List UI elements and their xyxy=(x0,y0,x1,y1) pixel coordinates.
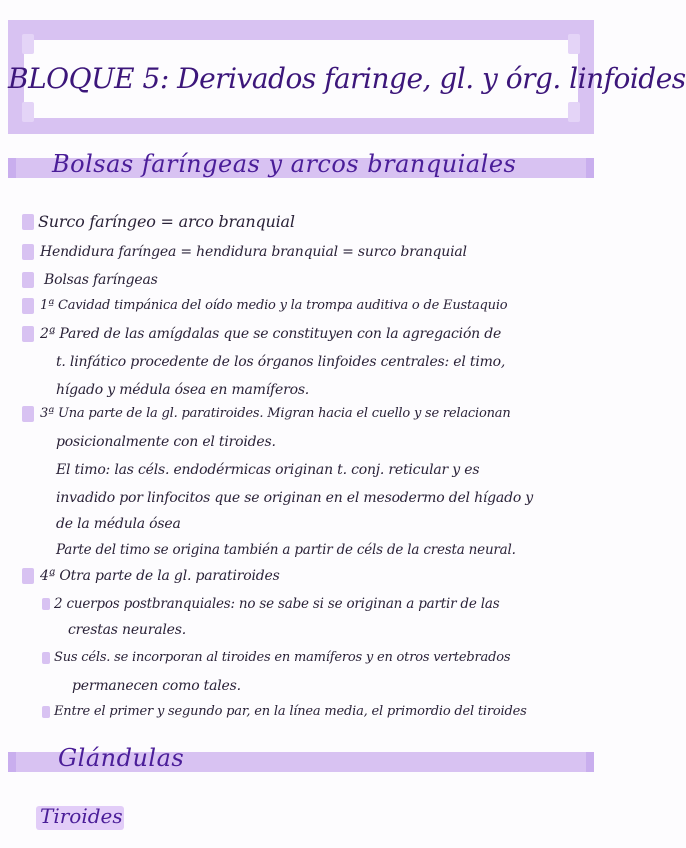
bullet-marker xyxy=(22,326,34,342)
note-line: 3ª Una parte de la gl. paratiroides. Migran hacia el cuello y se relacionan xyxy=(40,406,511,421)
note-line: Parte del timo se origina también a partir de céls de la cresta neural. xyxy=(56,542,516,558)
bullet-marker xyxy=(22,272,34,288)
page-title: BLOQUE 5: Derivados faringe, gl. y órg. linfoides xyxy=(8,62,686,95)
frame-bottom xyxy=(8,118,594,134)
note-line: 4ª Otra parte de la gl. paratiroides xyxy=(40,568,280,584)
bullet-marker xyxy=(22,214,34,230)
note-line: invadido por linfocitos que se originan en el mesodermo del hígado y xyxy=(56,490,534,506)
note-line: de la médula ósea xyxy=(56,516,181,532)
section-title-glandulas: Glándulas xyxy=(58,744,185,772)
note-line: 2 cuerpos postbranquiales: no se sabe si se originan a partir de las xyxy=(54,596,500,612)
frame-top xyxy=(8,20,594,40)
note-line: crestas neurales. xyxy=(68,622,186,638)
note-line: Entre el primer y segundo par, en la línea media, el primordio del tiroides xyxy=(54,704,527,719)
section-title-bolsas: Bolsas faríngeas y arcos branquiales xyxy=(52,150,517,178)
section-band-cap xyxy=(8,752,16,772)
frame-corner xyxy=(22,102,34,122)
bullet-marker xyxy=(22,406,34,422)
frame-corner xyxy=(22,34,34,54)
note-line: 2ª Pared de las amígdalas que se constituyen con la agregación de xyxy=(40,326,502,342)
frame-corner xyxy=(568,102,580,122)
note-line: Hendidura faríngea = hendidura branquial = surco branquial xyxy=(40,244,467,260)
note-line: hígado y médula ósea en mamíferos. xyxy=(56,382,310,398)
frame-corner xyxy=(568,34,580,54)
subheading-tiroides: Tiroides xyxy=(40,804,123,828)
sub-bullet-marker xyxy=(42,652,50,664)
note-line: t. linfático procedente de los órganos linfoides centrales: el timo, xyxy=(56,354,506,370)
section-band-cap xyxy=(586,158,594,178)
sub-bullet-marker xyxy=(42,598,50,610)
note-line: permanecen como tales. xyxy=(72,678,241,694)
note-line: posicionalmente con el tiroides. xyxy=(56,434,276,450)
bullet-marker xyxy=(22,568,34,584)
bullet-marker xyxy=(22,244,34,260)
section-band-cap xyxy=(586,752,594,772)
note-line: Sus céls. se incorporan al tiroides en mamíferos y en otros vertebrados xyxy=(54,650,511,665)
bullet-marker xyxy=(22,298,34,314)
note-line: Surco faríngeo = arco branquial xyxy=(38,212,295,231)
sub-bullet-marker xyxy=(42,706,50,718)
note-line: Bolsas faríngeas xyxy=(44,272,158,288)
title-frame xyxy=(8,20,686,134)
note-line: 1ª Cavidad timpánica del oído medio y la trompa auditiva o de Eustaquio xyxy=(40,298,508,313)
note-line: El timo: las céls. endodérmicas originan t. conj. reticular y es xyxy=(56,462,480,478)
section-band-cap xyxy=(8,158,16,178)
